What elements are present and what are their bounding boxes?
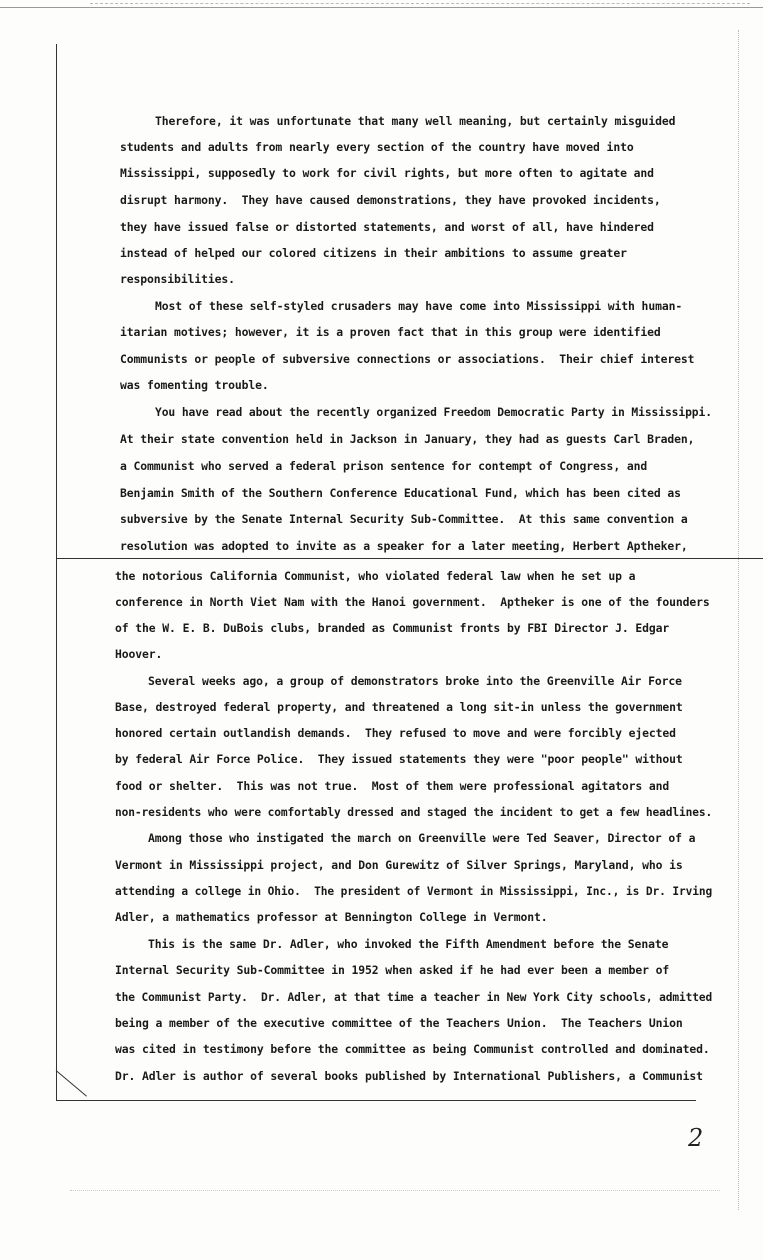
text-line: Dr. Adler is author of several books published by International Publishers, a Communist <box>115 1069 703 1083</box>
text-line: food or shelter. This was not true. Most of them were professional agitators and <box>115 779 670 793</box>
text-line: itarian motives; however, it is a proven fact that in this group were identified <box>120 325 661 339</box>
text-line: resolution was adopted to invite as a speaker for a later meeting, Herbert Aptheker, <box>120 539 688 553</box>
text-line: Benjamin Smith of the Southern Conference Educational Fund, which has been cited as <box>120 486 681 500</box>
text-line: attending a college in Ohio. The president of Vermont in Mississippi, Inc., is Dr. Irving <box>115 884 713 898</box>
text-line: Hoover. <box>115 647 163 661</box>
text-line: Base, destroyed federal property, and threatened a long sit-in unless the government <box>115 700 683 714</box>
text-line: Internal Security Sub-Committee in 1952 when asked if he had ever been a member of <box>115 963 670 977</box>
text-line: Most of these self-styled crusaders may have come into Mississippi with human- <box>155 299 683 313</box>
scan-artifact-right <box>738 30 739 1210</box>
text-line: they have issued false or distorted statements, and worst of all, have hindered <box>120 220 654 234</box>
text-line: At their state convention held in Jackson in January, they had as guests Carl Braden, <box>120 432 695 446</box>
left-margin-rule <box>56 44 57 1100</box>
text-line: Therefore, it was unfortunate that many well meaning, but certainly misguided <box>155 114 676 128</box>
scan-artifact-bottom <box>70 1190 720 1191</box>
text-line: subversive by the Senate Internal Security Sub-Committee. At this same convention a <box>120 512 688 526</box>
text-line: the Communist Party. Dr. Adler, at that time a teacher in New York City schools, admitted <box>115 990 713 1004</box>
top-rule <box>0 7 763 8</box>
text-line: of the W. E. B. DuBois clubs, branded as Communist fronts by FBI Director J. Edgar <box>115 621 670 635</box>
text-line: instead of helped our colored citizens in their ambitions to assume greater <box>120 246 627 260</box>
text-line: was fomenting trouble. <box>120 378 269 392</box>
text-line: You have read about the recently organized Freedom Democratic Party in Mississippi. <box>155 405 712 419</box>
text-line: Adler, a mathematics professor at Bennington College in Vermont. <box>115 910 548 924</box>
text-line: Among those who instigated the march on Greenville were Ted Seaver, Director of a <box>148 831 696 845</box>
text-line: honored certain outlandish demands. They refused to move and were forcibly ejected <box>115 726 676 740</box>
text-line: non-residents who were comfortably dressed and staged the incident to get a few headlines. <box>115 805 713 819</box>
text-line: disrupt harmony. They have caused demonstrations, they have provoked incidents, <box>120 193 661 207</box>
text-line: was cited in testimony before the committee as being Communist controlled and dominated. <box>115 1042 710 1056</box>
corner-mark <box>56 1070 87 1096</box>
scan-artifact-top <box>90 3 750 4</box>
page-number: 2 <box>688 1124 704 1152</box>
text-line: by federal Air Force Police. They issued statements they were "poor people" without <box>115 752 683 766</box>
text-line: This is the same Dr. Adler, who invoked the Fifth Amendment before the Senate <box>148 937 669 951</box>
text-line: Communists or people of subversive connections or associations. Their chief interest <box>120 352 695 366</box>
text-line: Several weeks ago, a group of demonstrators broke into the Greenville Air Force <box>148 674 682 688</box>
text-line: a Communist who served a federal prison sentence for contempt of Congress, and <box>120 459 648 473</box>
text-line: Mississippi, supposedly to work for civil rights, but more often to agitate and <box>120 166 654 180</box>
text-line: conference in North Viet Nam with the Hanoi government. Aptheker is one of the founders <box>115 595 710 609</box>
text-line: Vermont in Mississippi project, and Don Gurewitz of Silver Springs, Maryland, who is <box>115 858 683 872</box>
text-line: the notorious California Communist, who violated federal law when he set up a <box>115 569 636 583</box>
middle-rule <box>56 558 763 559</box>
text-line: responsibilities. <box>120 272 235 286</box>
bottom-rule <box>56 1100 696 1101</box>
text-line: students and adults from nearly every section of the country have moved into <box>120 140 634 154</box>
text-line: being a member of the executive committee of the Teachers Union. The Teachers Union <box>115 1016 683 1030</box>
